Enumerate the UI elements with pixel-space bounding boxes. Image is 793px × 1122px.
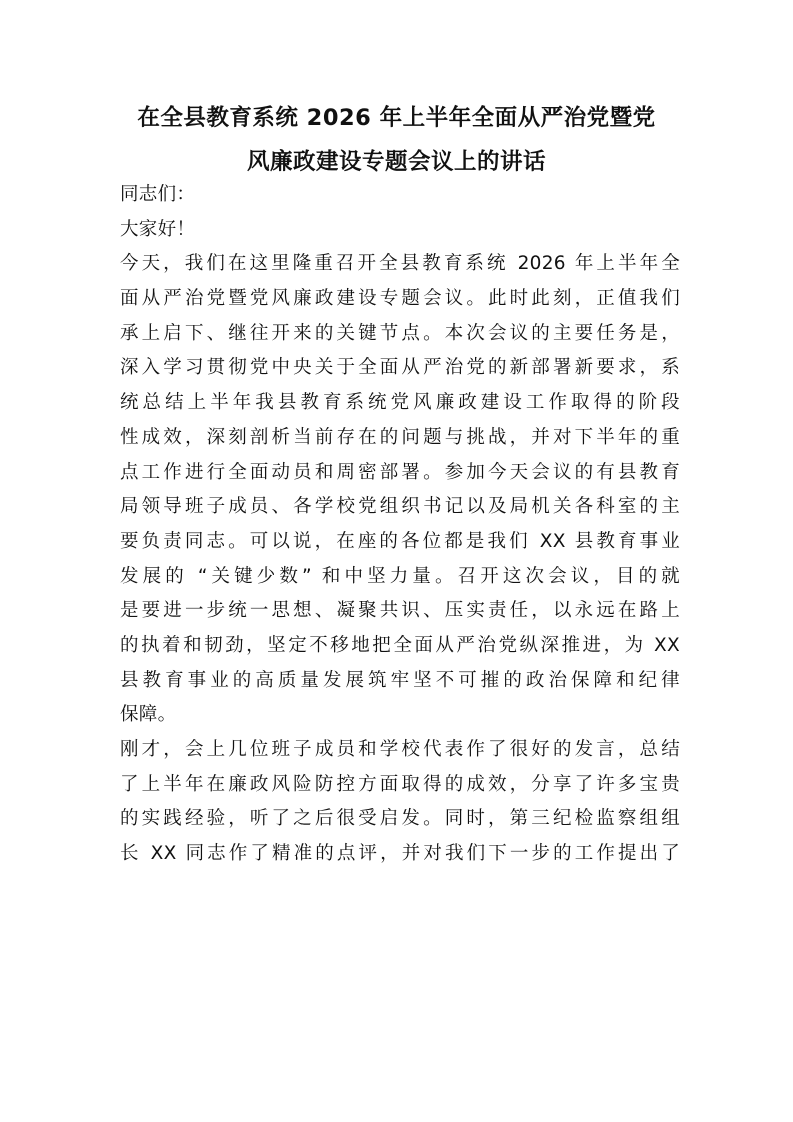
paragraph-line: 了上半年在廉政风险防控方面取得的成效，分享了许多宝贵: [120, 773, 680, 795]
salutation: 同志们：: [120, 184, 196, 205]
paragraph-line: 刚才，会上几位班子成员和学校代表作了很好的发言，总结: [120, 739, 680, 760]
paragraph-line: 是要进一步统一思想、凝聚共识、压实责任，以永远在路上: [120, 600, 680, 622]
paragraph-line: 的执着和韧劲，坚定不移地把全面从严治党纵深推进，为 XX: [120, 634, 680, 656]
paragraph-line: 的实践经验，听了之后很受启发。同时，第三纪检监察组组: [120, 808, 680, 830]
paragraph-line: 保障。: [120, 704, 177, 726]
paragraph-line: 局领导班子成员、各学校党组织书记以及局机关各科室的主: [120, 496, 680, 518]
paragraph-line: 性成效，深刻剖析当前存在的问题与挑战，并对下半年的重: [120, 426, 680, 448]
paragraph-line: 县教育事业的高质量发展筑牢坚不可摧的政治保障和纪律: [120, 669, 680, 691]
greeting: 大家好！: [120, 218, 196, 240]
document-title-line-2: 风廉政建设专题会议上的讲话: [246, 149, 546, 175]
paragraph-line: 面从严治党暨党风廉政建设专题会议。此时此刻，正值我们: [120, 288, 680, 310]
paragraph-line: 要负责同志。可以说，在座的各位都是我们 XX 县教育事业: [120, 530, 680, 552]
paragraph-line: 承上启下、继往开来的关键节点。本次会议的主要任务是，: [120, 322, 680, 344]
paragraph-line: 今天，我们在这里隆重召开全县教育系统 2026 年上半年全: [120, 253, 680, 275]
document-title-line-1: 在全县教育系统 2026 年上半年全面从严治党暨党: [137, 105, 656, 131]
paragraph-line: 发展的 “关键少数” 和中坚力量。召开这次会议，目的就: [120, 565, 680, 587]
paragraph-line: 统总结上半年我县教育系统党风廉政建设工作取得的阶段: [120, 392, 680, 414]
paragraph-line: 深入学习贯彻党中央关于全面从严治党的新部署新要求，系: [120, 357, 680, 379]
speech-body: [120, 178, 680, 872]
paragraph-line: 长 XX 同志作了精准的点评，并对我们下一步的工作提出了: [120, 843, 680, 865]
paragraph-line: 点工作进行全面动员和周密部署。参加今天会议的有县教育: [120, 461, 680, 483]
